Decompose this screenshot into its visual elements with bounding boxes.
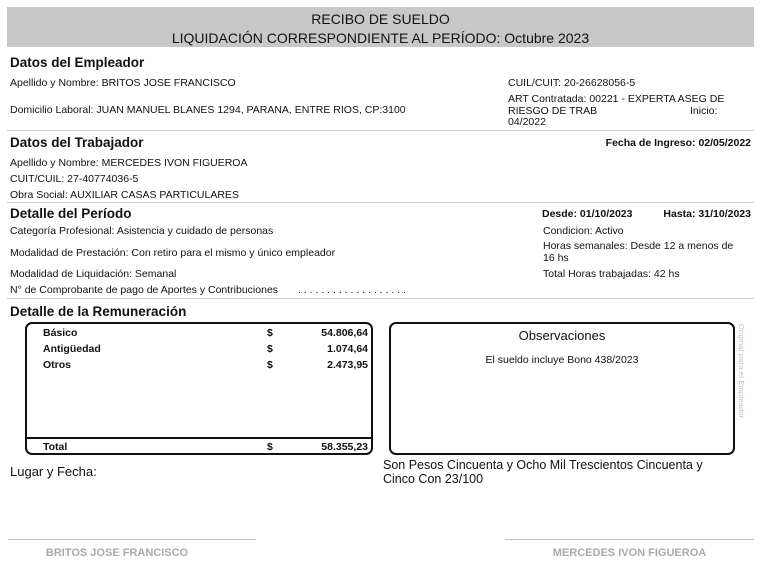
weekly-hours-line-1: Horas semanales: Desde 12 a menos de [543, 240, 734, 252]
rem-total-amount: 58.355,23 [321, 441, 368, 453]
payment-receipt-label: N° de Comprobante de pago de Aportes y Contribuciones [10, 284, 279, 296]
worker-hire-date: Fecha de Ingreso: 02/05/2022 [605, 137, 751, 149]
payment-receipt-dots: . . . . . . . . . . . . . . . . . . . [298, 284, 406, 296]
employer-name: Apellido y Nombre: BRITOS JOSE FRANCISCO [10, 77, 236, 89]
period-section-title: Detalle del Período [10, 206, 132, 221]
amount-in-words [383, 459, 753, 486]
period-condition: Condicion: Activo [543, 225, 624, 237]
worker-name: Apellido y Nombre: MERCEDES IVON FIGUEROA [10, 157, 248, 169]
remuneration-row-total [27, 441, 371, 455]
remuneration-section-title: Detalle de la Remuneración [10, 304, 187, 319]
rem-currency: $ [267, 359, 273, 371]
period-weekly-hours [543, 241, 753, 264]
worker-signature-line [505, 539, 754, 540]
rem-label: Antigüedad [43, 343, 101, 355]
period-liquidation: Modalidad de Liquidación: Semanal [10, 268, 177, 280]
period-to: Hasta: 31/10/2023 [663, 208, 751, 220]
art-line-2-row [508, 106, 748, 118]
period-total-hours: Total Horas trabajadas: 42 hs [543, 268, 680, 280]
employer-address: Domicilio Laboral: JUAN MANUEL BLANES 1294, PARANA, ENTRE RIOS, CP:3100 [10, 104, 406, 116]
employer-signature-line [8, 539, 256, 540]
period-modality: Modalidad de Prestación: Con retiro para el mismo y único empleador [10, 247, 336, 259]
rem-label: Otros [43, 359, 72, 371]
receipt-header [7, 7, 754, 47]
remuneration-row-seniority [27, 343, 371, 357]
rem-amount: 2.473,95 [327, 359, 368, 371]
weekly-hours-line-2: 16 hs [543, 251, 569, 264]
worker-health: Obra Social: AUXILIAR CASAS PARTICULARES [10, 189, 239, 201]
receipt-title: RECIBO DE SUELDO [311, 11, 450, 27]
worker-cuit: CUIT/CUIL: 27-40774036-5 [10, 173, 139, 185]
rem-currency: $ [267, 327, 273, 339]
art-start-label: Inicio: [690, 104, 718, 117]
worker-signature-name: MERCEDES IVON FIGUEROA [552, 547, 707, 559]
rem-total-label: Total [43, 441, 68, 453]
art-line-2: RIESGO DE TRAB [508, 104, 598, 117]
art-line-1: ART Contratada: 00221 - EXPERTA ASEG DE [508, 93, 725, 105]
remuneration-row-basic [27, 327, 371, 341]
divider-employer [7, 130, 754, 131]
employer-section-title: Datos del Empleador [10, 55, 145, 70]
amount-words-line-2: Cinco Con 23/100 [383, 471, 484, 486]
worker-section-title: Datos del Trabajador [10, 135, 144, 150]
employer-cuit: CUIL/CUIT: 20-26628056-5 [508, 77, 636, 89]
rem-amount: 1.074,64 [327, 343, 368, 355]
rem-currency: $ [267, 343, 273, 355]
period-from: Desde: 01/10/2023 [542, 208, 633, 220]
employer-signature-name: BRITOS JOSE FRANCISCO [45, 547, 189, 559]
art-line-3: 04/2022 [508, 116, 546, 128]
rem-amount: 54.806,64 [321, 327, 368, 339]
observations-text: El sueldo incluye Bono 438/2023 [485, 354, 639, 366]
observations-title: Observaciones [518, 328, 606, 343]
total-divider [27, 437, 371, 439]
period-category: Categoría Profesional: Asistencia y cuidado de personas [10, 225, 274, 237]
remuneration-box [25, 322, 373, 455]
divider-worker [7, 202, 754, 203]
employer-art [508, 94, 748, 129]
place-date-label: Lugar y Fecha: [10, 464, 97, 479]
amount-words-line-1: Son Pesos Cincuenta y Ocho Mil Trescientos Cincuenta y [383, 458, 703, 472]
rem-label: Básico [43, 327, 78, 339]
remuneration-row-others [27, 359, 371, 373]
rem-total-currency: $ [267, 441, 273, 453]
receipt-period: LIQUIDACIÓN CORRESPONDIENTE AL PERÍODO: Octubre 2023 [171, 30, 590, 46]
divider-period [7, 298, 754, 299]
observations-box [389, 322, 735, 455]
original-copy-note: Original para el Empleador [737, 324, 746, 419]
